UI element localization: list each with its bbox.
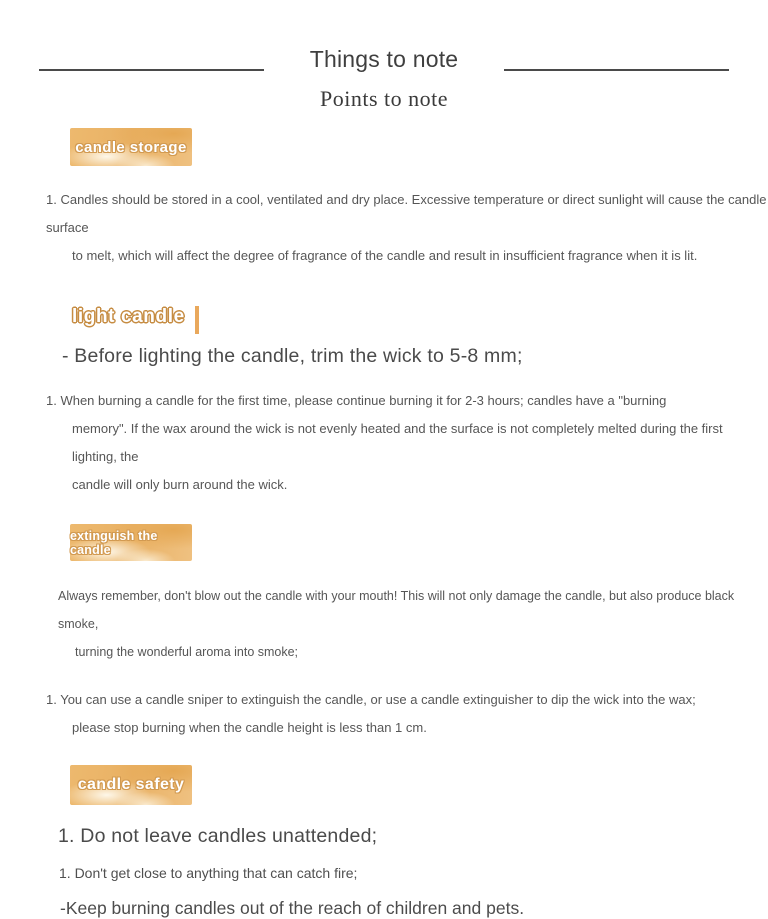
- text-line: turning the wonderful aroma into smoke;: [75, 645, 299, 659]
- storage-paragraph: [0, 186, 768, 270]
- text-line: please stop burning when the candle height is less than 1 cm.: [72, 720, 427, 735]
- section-candle-storage: [0, 112, 768, 270]
- children-pets-line: -Keep burning candles out of the reach of children and pets.: [60, 898, 525, 918]
- candle-sniper-paragraph: [0, 686, 768, 742]
- trim-wick-headline: - Before lighting the candle, trim the wick to 5-8 mm;: [62, 345, 523, 367]
- text-line: 1. When burning a candle for the first time, please continue burning it for 2-3 hours; candles have a "burning: [46, 393, 667, 408]
- unattended-headline: 1. Do not leave candles unattended;: [58, 825, 378, 847]
- text-line: memory". If the wax around the wick is not evenly heated and the surface is not completely melted during the first lighting, the: [72, 421, 723, 464]
- right-divider: [504, 69, 729, 71]
- catch-fire-line: 1. Don't get close to anything that can catch fire;: [59, 865, 358, 881]
- text-line: candle will only burn around the wick.: [72, 477, 288, 492]
- accent-bar: [195, 306, 199, 334]
- candle-safety-badge: candle safety: [70, 765, 192, 805]
- header: [0, 44, 768, 74]
- light-candle-badge: [72, 300, 768, 334]
- candle-storage-badge: candle storage: [70, 128, 192, 166]
- product-notes-page: [0, 44, 768, 918]
- text-line: 1. You can use a candle sniper to extinguish the candle, or use a candle extinguisher to dip the wick into the wax;: [46, 692, 696, 707]
- text-line: 1. Candles should be stored in a cool, ventilated and dry place. Excessive temperature or direct sunlight will cause the candle surface: [46, 192, 767, 235]
- light-candle-badge-label: light candle: [72, 306, 185, 327]
- extinguish-candle-badge: extinguish the candle: [70, 524, 192, 561]
- text-line: Always remember, don't blow out the candle with your mouth! This will not only damage the candle, but also produce black smoke,: [58, 589, 735, 631]
- text-line: to melt, which will affect the degree of fragrance of the candle and result in insufficient fragrance when it is lit.: [72, 248, 698, 263]
- section-candle-safety: [0, 742, 768, 919]
- blow-out-warning-paragraph: [0, 582, 768, 666]
- page-title: Things to note: [309, 46, 459, 72]
- left-divider: [39, 69, 264, 71]
- page-subtitle: Points to note: [319, 86, 448, 111]
- burning-memory-paragraph: [0, 387, 768, 499]
- section-extinguish-candle: [0, 499, 768, 742]
- section-light-candle: [0, 300, 768, 499]
